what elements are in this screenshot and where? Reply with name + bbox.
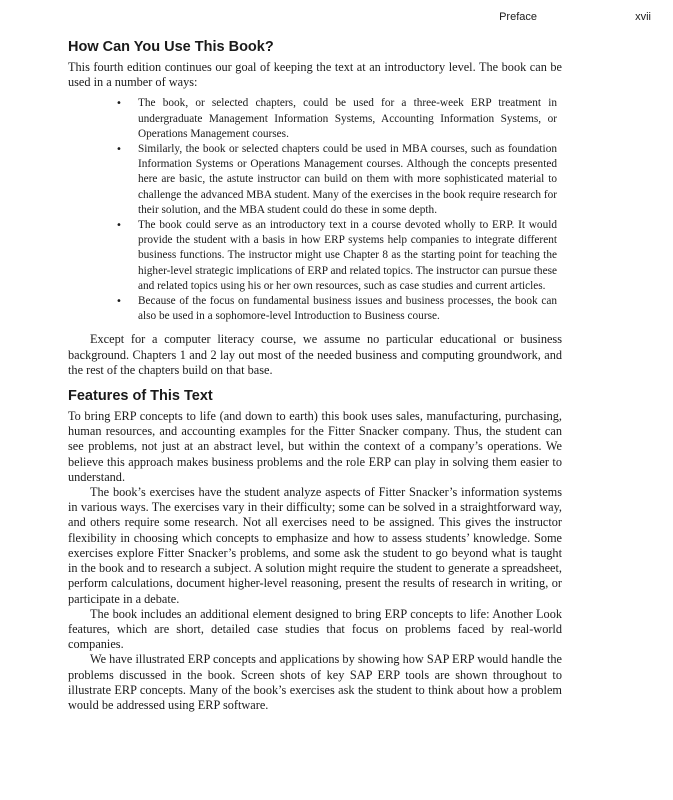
page-number: xvii: [635, 11, 651, 23]
bullet-text: Similarly, the book or selected chapters could be used in MBA courses, such as foundation Information Systems or Operations Management courses. Although the concepts presented here are basic, the astute instructor can build on them with more sophisticated material to challenge the advanced MBA student. Many of the exercises in the book require research for their solution, and the MBA student could do these in some depth.: [138, 143, 557, 216]
usage-bullet-list: [68, 96, 562, 324]
features-paragraph: The book includes an additional element designed to bring ERP concepts to life: Another Look features, which are short, detailed case studies that focus on problems faced by real-world companies.: [68, 606, 562, 652]
features-paragraph: We have illustrated ERP concepts and applications by showing how SAP ERP would handle the problems discussed in the book. Screen shots of key SAP ERP tools are shown throughout to illustrate ERP concepts. Many of the book’s exercises ask the student to think about how a problem would be addressed using ERP software.: [68, 652, 562, 712]
bullet-item: [116, 294, 557, 324]
bullet-item: [116, 218, 557, 294]
bullet-item: [116, 142, 557, 218]
bullet-icon: •: [116, 296, 122, 308]
bullet-icon: •: [116, 144, 122, 156]
running-header: [68, 11, 651, 27]
bullet-item: [116, 96, 557, 142]
closing-paragraph: Except for a computer literacy course, we assume no particular educational or business background. Chapters 1 and 2 lay out most of the needed business and computing groundwork, and the rest of the chapters build on that base.: [68, 332, 562, 377]
bullet-text: The book could serve as an introductory text in a course devoted wholly to ERP. It would provide the student with a basis in how ERP systems help companies to integrate different business functions. The instructor might use Chapter 8 as the starting point for teaching the higher-level strategic implications of ERP and related topics. The instructor can pursue these and related topics using his or her own resources, such as case studies and current articles.: [138, 219, 557, 292]
bullet-text: Because of the focus on fundamental business issues and business processes, the book can also be used in a sophomore-level Introduction to Business course.: [138, 295, 557, 323]
running-head-section: Preface: [499, 11, 537, 23]
features-paragraph: The book’s exercises have the student analyze aspects of Fitter Snacker’s information systems in various ways. The exercises vary in their difficulty; some can be solved in a straightforward way, and others require some research. Not all exercises need to be assigned. This gives the instructor flexibility in choosing which concepts to emphasize and how to assess students’ knowledge. Some exercises explore Fitter Snacker’s problems, and some ask the student to go beyond what is taught in the book and to research a subject. A solution might require the student to generate a spreadsheet, perform calculations, document higher-level reasoning, present the results of research in writing, or participate in a debate.: [68, 485, 562, 606]
bullet-icon: •: [116, 98, 122, 110]
section-heading-features: Features of This Text: [68, 388, 213, 405]
intro-paragraph: This fourth edition continues our goal of keeping the text at an introductory level. The book can be used in a number of ways:: [68, 60, 562, 90]
features-paragraph: To bring ERP concepts to life (and down to earth) this book uses sales, manufacturing, purchasing, human resources, and accounting examples for the Fitter Snacker company. Thus, the student can see problems, not just at an abstract level, but within the context of a company’s operations. We believe this approach makes business problems and the role ERP can play in solving them easier to understand.: [68, 409, 562, 484]
page-body: [68, 38, 562, 713]
section-heading-how-to-use: How Can You Use This Book?: [68, 39, 274, 55]
bullet-icon: •: [116, 220, 122, 232]
bullet-text: The book, or selected chapters, could be used for a three-week ERP treatment in undergraduate Management Information Systems, Accounting Information Systems, or Operations Management courses.: [138, 97, 557, 140]
